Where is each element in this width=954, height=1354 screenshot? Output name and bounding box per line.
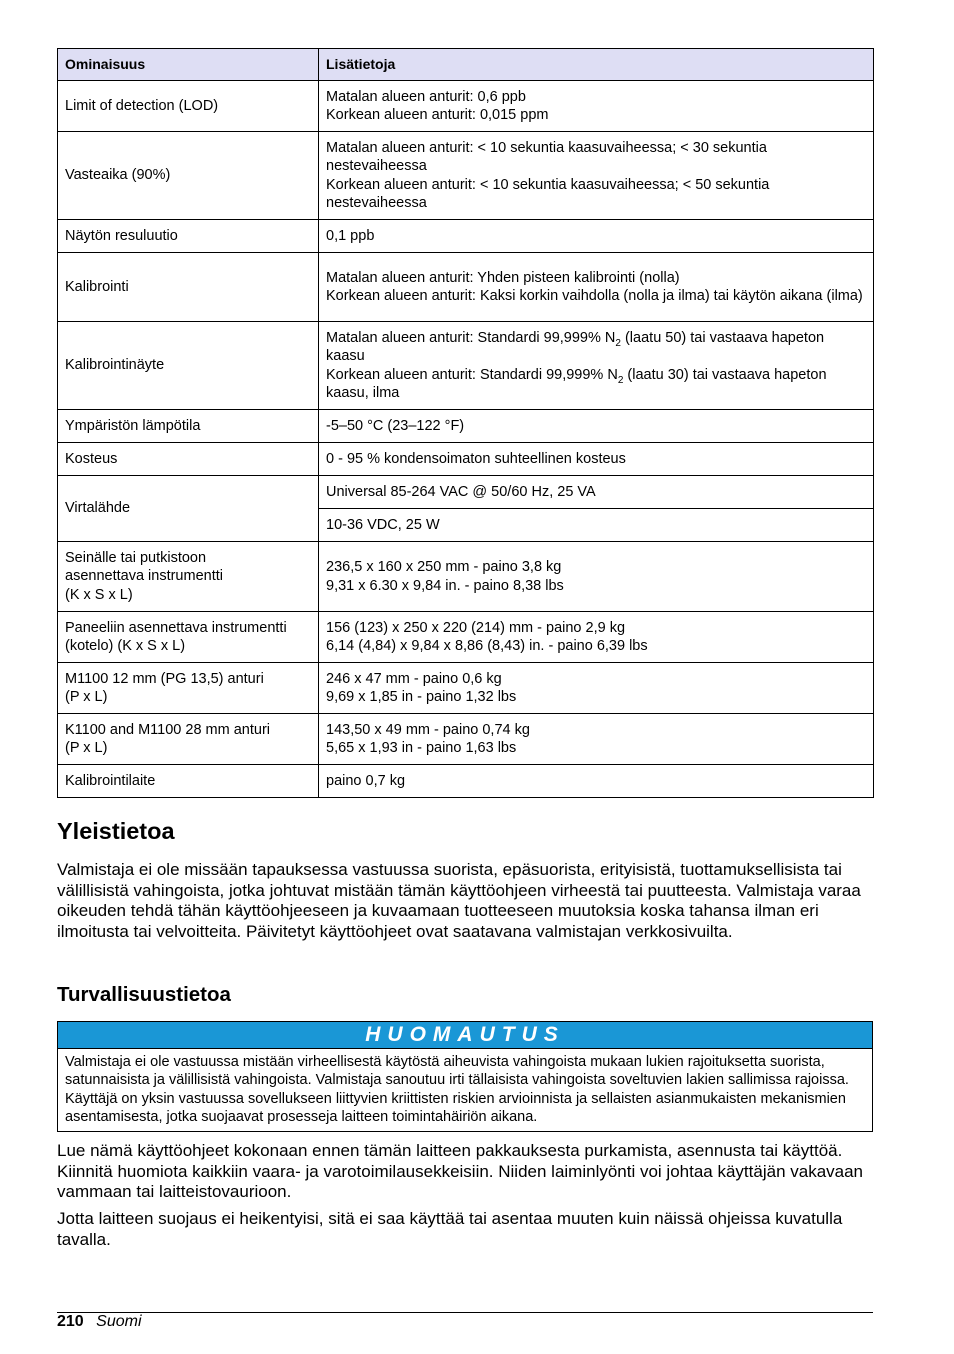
notice-box: [57, 1021, 873, 1132]
details-cell: [319, 612, 874, 663]
general-info-paragraph: Valmistaja ei ole missään tapauksessa vastuussa suorista, epäsuorista, erityisistä, tuottamuksellisista tai välillisistä vahingoista, jotka johtuvat mistään tämän käyttöohjeen virheestä tai puutteesta. Valmistaja varaa oikeuden tehdä tähän käyttöohjeeseen ja kuvaamaan tuotteeseen muutoksia koska tahansa ilman eri ilmoitusta tai velvoitteita. Päivitetyt käyttöohjeet ovat saatavana valmistajan verkkosivuilta.: [57, 860, 861, 941]
table-row: [58, 132, 874, 220]
table-row: [58, 253, 874, 322]
details-line: 236,5 x 160 x 250 mm - paino 3,8 kg: [326, 559, 562, 576]
property-cell: Kalibrointinäyte: [58, 322, 319, 410]
details-line: 143,50 x 49 mm - paino 0,74 kg: [326, 721, 530, 738]
property-cell: Ympäristön lämpötila: [58, 410, 319, 443]
page-number: 210: [57, 1313, 84, 1330]
details-text: (laatu 30) tai vastaava hapeton kaasu, ilma: [326, 366, 827, 401]
table-header-row: [58, 49, 874, 81]
subscript: 2: [617, 374, 624, 386]
property-cell: M1100 12 mm (PG 13,5) anturi (P x L): [58, 663, 319, 714]
details-line: 5,65 x 1,93 in - paino 1,63 lbs: [326, 740, 517, 756]
details-line: Korkean alueen anturit: Kaksi korkin vaihdolla (nolla ja ilma) tai käytön aikana (ilma): [326, 288, 863, 304]
details-cell: [319, 132, 874, 220]
details-cell: [319, 663, 874, 714]
details-line: 156 (123) x 250 x 220 (214) mm - paino 2,9 kg: [326, 619, 626, 636]
table-row: [58, 612, 874, 663]
table-row: [58, 443, 874, 476]
details-cell: [319, 220, 874, 253]
specifications-table: [57, 48, 874, 798]
details-line: [326, 366, 866, 403]
details-cell: [319, 81, 874, 132]
details-line: [326, 329, 866, 366]
details-line: Matalan alueen anturit: < 10 sekuntia kaasuvaiheessa; < 30 sekuntia nestevaiheessa: [326, 139, 767, 175]
details-line: 9,31 x 6.30 x 9,84 in. - paino 8,38 lbs: [326, 577, 564, 594]
section-heading-safety: Turvallisuustietoa: [57, 983, 231, 1006]
details-line: paino 0,7 kg: [326, 772, 406, 789]
property-cell: Seinälle tai putkistoon asennettava instrumentti (K x S x L): [58, 542, 319, 612]
details-line: Universal 85-264 VAC @ 50/60 Hz, 25 VA: [326, 483, 596, 500]
details-line: Matalan alueen anturit: Yhden pisteen kalibrointi (nolla): [326, 269, 680, 286]
details-line: 0,1 ppb: [326, 227, 375, 244]
table-row: [58, 663, 874, 714]
details-cell: [319, 322, 874, 410]
section-heading-general: Yleistietoa: [57, 818, 175, 844]
column-header-details: Lisätietoja: [319, 49, 874, 81]
details-cell: 10-36 VDC, 25 W: [319, 509, 874, 542]
details-line: 0 - 95 % kondensoimaton suhteellinen kosteus: [326, 450, 626, 467]
details-line: Korkean alueen anturit: 0,015 ppm: [326, 107, 549, 123]
details-line: 6,14 (4,84) x 9,84 x 8,86 (8,43) in. - paino 6,39 lbs: [326, 638, 648, 654]
details-cell: [319, 410, 874, 443]
footer-language: Suomi: [96, 1313, 142, 1330]
details-cell: [319, 253, 874, 322]
safety-paragraph-1: Lue nämä käyttöohjeet kokonaan ennen tämän laitteen pakkauksesta purkamista, asennusta tai käyttöä. Kiinnitä huomiota kaikkiin vaara- ja varotoimilausekkeisiin. Niiden laiminlyönti voi johtaa käyttäjän vakavaan vammaan tai laitteistovaurioon.: [57, 1141, 864, 1202]
property-cell: Limit of detection (LOD): [58, 81, 319, 132]
details-text: Matalan alueen anturit: Standardi 99,999% N: [326, 329, 616, 346]
subscript: 2: [615, 337, 621, 349]
table-row: [58, 765, 874, 798]
column-header-property: Ominaisuus: [58, 49, 319, 81]
details-cell: [319, 542, 874, 612]
notice-text: Valmistaja ei ole vastuussa mistään virheellisestä käytöstä aiheuvista vahingoista mukaan lukien rajoituksetta suorista, satunnaisista ja välillisistä vahingoista. Valmistaja sanoutuu irti tällaisista vahingoista soveltuvien lakien sallimissa rajoissa. Käyttäjä on yksin vastuussa sovellukseen liittyvien kriittisten riskien arvioinnista ja sellaisten asianmukaisten mekanismien asentamisesta, jotka suojaavat prosesseja laitteen toimintahäiriön aikana.: [65, 1054, 849, 1125]
table-row: [58, 542, 874, 612]
details-text: Korkean alueen anturit: Standardi 99,999% N: [326, 366, 618, 383]
property-cell: Näytön resuluutio: [58, 220, 319, 253]
safety-paragraph-2: Jotta laitteen suojaus ei heikentyisi, sitä ei saa käyttää tai asentaa muuten kuin näissä ohjeissa kuvatulla tavalla.: [57, 1209, 843, 1249]
property-cell: Kalibrointi: [58, 253, 319, 322]
property-cell: Virtalähde: [58, 476, 319, 542]
table-row: [58, 81, 874, 132]
property-cell: Paneeliin asennettava instrumentti (kotelo) (K x S x L): [58, 612, 319, 663]
details-line: -5–50 °C (23–122 °F): [326, 417, 465, 434]
table-row: [58, 476, 874, 509]
details-cell: [319, 476, 874, 509]
property-cell: K1100 and M1100 28 mm anturi (P x L): [58, 714, 319, 765]
details-cell: [319, 765, 874, 798]
footer-divider: [57, 1312, 873, 1313]
property-cell: Vasteaika (90%): [58, 132, 319, 220]
table-row: [58, 220, 874, 253]
details-line: Korkean alueen anturit: < 10 sekuntia kaasuvaiheessa; < 50 sekuntia nestevaiheessa: [326, 176, 770, 211]
details-line: 9,69 x 1,85 in - paino 1,32 lbs: [326, 689, 517, 705]
details-line: Matalan alueen anturit: 0,6 ppb: [326, 88, 526, 105]
property-cell: Kosteus: [58, 443, 319, 476]
table-row: [58, 410, 874, 443]
notice-title: HUOMAUTUS: [58, 1022, 872, 1049]
table-row: [58, 714, 874, 765]
details-cell: [319, 714, 874, 765]
table-row: [58, 322, 874, 410]
page-footer: [57, 1313, 142, 1331]
property-cell: Kalibrointilaite: [58, 765, 319, 798]
details-cell: [319, 443, 874, 476]
details-text: (laatu 50) tai vastaava hapeton kaasu: [326, 329, 825, 365]
details-line: 246 x 47 mm - paino 0,6 kg: [326, 670, 502, 687]
